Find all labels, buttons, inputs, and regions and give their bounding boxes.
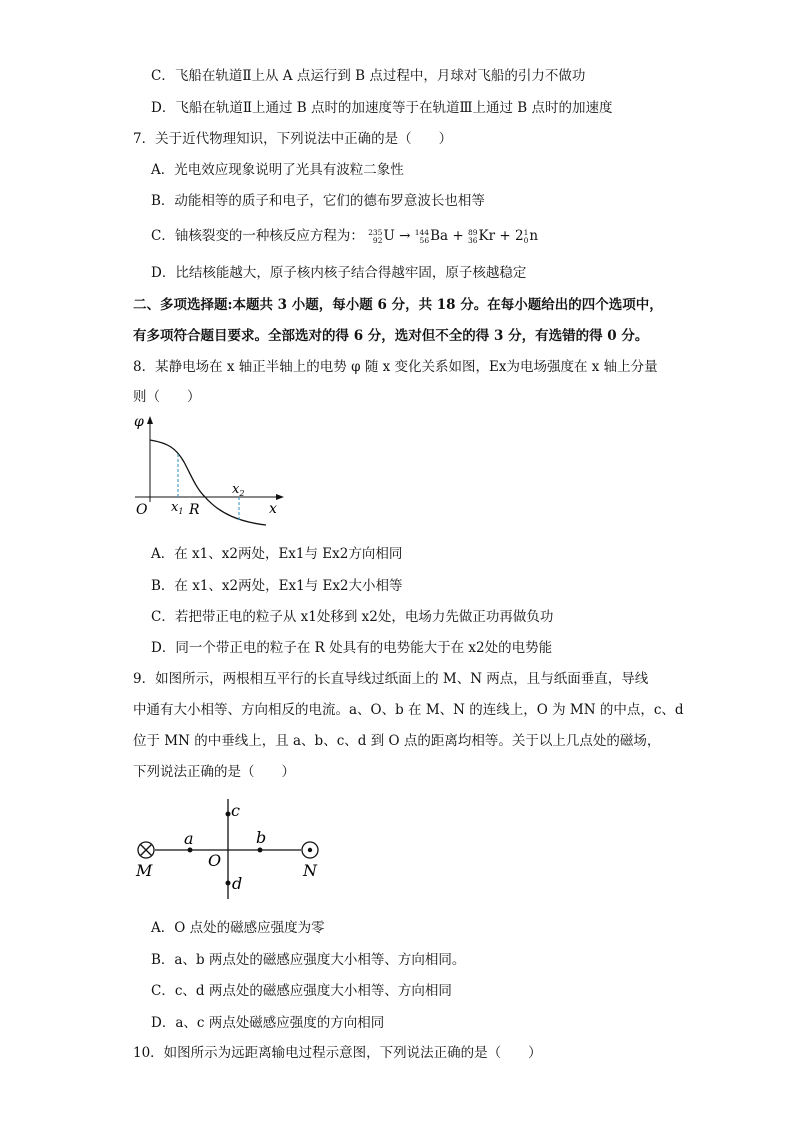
q7-option-a: A．光电效应现象说明了光具有波粒二象性	[151, 162, 404, 178]
x2-label: $x_2$	[232, 482, 245, 498]
wire-m-into-page	[138, 842, 154, 858]
label-c: c	[231, 801, 240, 820]
q9-option-a: A．O 点处的磁感应强度为零	[151, 920, 325, 936]
x1-label: $x_1$	[171, 500, 184, 516]
q7-option-c	[151, 226, 538, 246]
label-o: O	[208, 851, 222, 870]
x-axis-label: x	[269, 501, 277, 517]
uranium-isotope: 235 92	[368, 227, 383, 245]
section2-instructions-line1: 二、多项选择题:本题共 3 小题，每小题 6 分，共 18 分。在每小题给出的四个选项中，	[133, 297, 663, 313]
q8-stem-line1: 8．某静电场在 x 轴正半轴上的电势 φ 随 x 变化关系如图，Ex为电场强度在 x 轴上分量	[133, 359, 658, 375]
r-label: R	[189, 502, 200, 518]
q9-stem-line3: 位于 MN 的中垂线上，且 a、b、c、d 到 O 点的距离均相等。关于以上几点处的磁场，	[133, 733, 661, 749]
wire-n-out-of-page	[302, 842, 318, 858]
potential-curve	[150, 440, 266, 525]
q8-stem-line2: 则（ ）	[133, 389, 201, 405]
label-m: M	[136, 861, 153, 880]
q7-option-b: B．动能相等的质子和电子，它们的德布罗意波长也相等	[151, 193, 485, 209]
phi-label: φ	[134, 414, 144, 430]
label-d: d	[232, 874, 243, 893]
phi-axis-arrow	[147, 416, 153, 424]
nuclear-equation: 235 92 U → 144 56 Ba + 89 36 Kr + 2 1 0 n	[368, 227, 539, 245]
q7-stem: 7．关于近代物理知识，下列说法中正确的是（ ）	[133, 131, 453, 147]
q9-option-d: D．a、c 两点处磁感应强度的方向相同	[151, 1015, 385, 1031]
q7-option-c-text: C．铀核裂变的一种核反应方程为：	[151, 228, 364, 244]
point-c	[226, 812, 231, 817]
q8-option-c: C．若把带正电的粒子从 x1处移到 x2处，电场力先做正功再做负功	[151, 609, 554, 625]
section2-instructions-line2: 有多项符合题目要求。全部选对的得 6 分，选对但不全的得 3 分，有选错的得 0 分。	[133, 328, 649, 344]
q10-stem: 10．如图所示为远距离输电过程示意图，下列说法正确的是（ ）	[133, 1045, 542, 1061]
q9-option-c: C．c、d 两点处的磁感应强度大小相等、方向相同	[151, 983, 452, 999]
q9-stem-line1: 9．如图所示，两根相互平行的长直导线过纸面上的 M、N 两点，且与纸面垂直，导线	[133, 671, 649, 687]
label-b: b	[256, 828, 267, 847]
label-a: a	[184, 829, 194, 848]
q8-option-d: D．同一个带正电的粒子在 R 处具有的电势能大于在 x2处的电势能	[151, 640, 553, 656]
q8-option-b: B．在 x1、x2两处，Ex1与 Ex2大小相等	[151, 578, 403, 594]
q9-stem-line4: 下列说法正确的是（ ）	[133, 764, 295, 780]
origin-label: O	[136, 502, 148, 518]
q9-wires-diagram	[130, 795, 330, 905]
q6-option-d: D．飞船在轨道Ⅱ上通过 B 点时的加速度等于在轨道Ⅲ上通过 B 点时的加速度	[151, 100, 613, 116]
barium-isotope: 144 56	[414, 227, 430, 245]
q9-stem-line2: 中通有大小相等、方向相反的电流。a、O、b 在 M、N 的连线上，O 为 MN 的中点，c、d	[133, 702, 684, 718]
point-a	[188, 848, 193, 853]
point-b	[258, 848, 263, 853]
label-n: N	[303, 861, 317, 880]
q8-option-a: A．在 x1、x2两处，Ex1与 Ex2方向相同	[151, 546, 403, 562]
neutron: 1 0	[523, 227, 529, 245]
q6-option-c: C．飞船在轨道Ⅱ上从 A 点运行到 B 点过程中，月球对飞船的引力不做功	[151, 68, 586, 84]
q8-potential-graph	[130, 410, 290, 540]
q9-option-b: B．a、b 两点处的磁感应强度大小相等、方向相同。	[151, 952, 466, 968]
x-axis-arrow	[276, 494, 284, 500]
q7-option-d: D．比结核能越大，原子核内核子结合得越牢固，原子核越稳定	[151, 265, 527, 281]
krypton-isotope: 89 36	[467, 227, 478, 245]
point-d	[226, 881, 231, 886]
